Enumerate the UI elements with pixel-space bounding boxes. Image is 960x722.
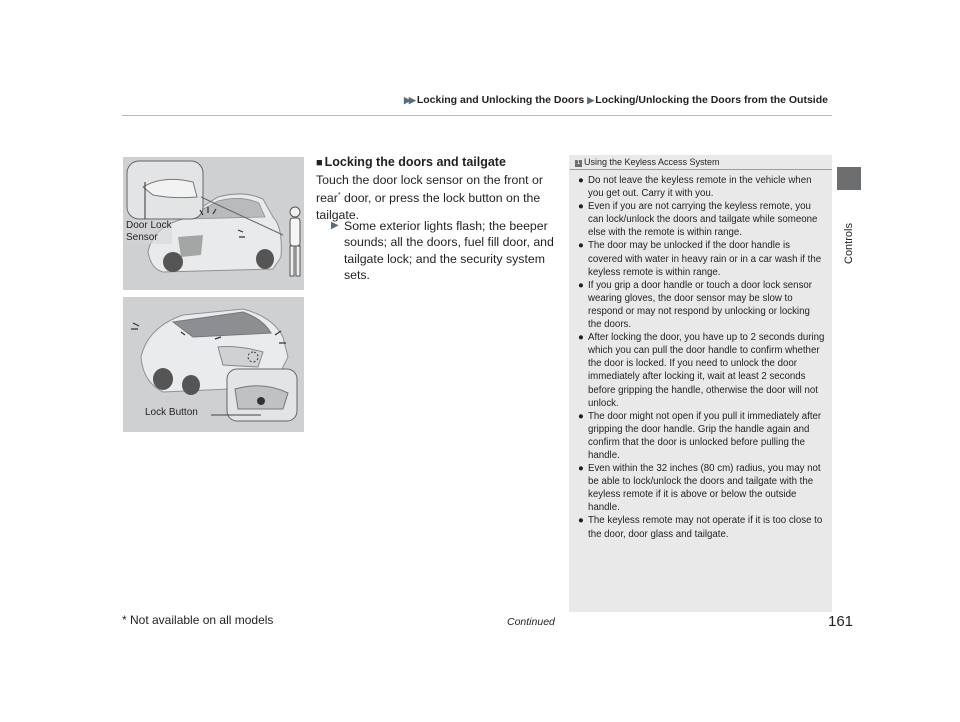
note-item: ● The keyless remote may not operate if it is too close to the door, door glass and tailgate. xyxy=(578,515,823,540)
bullet-icon: ● xyxy=(578,201,584,213)
note-item: ● The door might not open if you pull it immediately after gripping the door handle. Grip the handle again and confirm that the door is unlocked before pulling the handle. xyxy=(578,410,822,461)
note-item: ● If you grip a door handle or touch a door lock sensor wearing gloves, the door sensor may be slow to respond or may not respond by unlocking or locking the doors. xyxy=(578,279,813,331)
page-number: 161 xyxy=(828,613,854,630)
result-paragraph: ▶ Some exterior lights flash; the beeper sounds; all the doors, fuel fill door, and tailgate lock; and the security system sets. xyxy=(331,219,554,282)
section-heading: ■ Locking the doors and tailgate xyxy=(316,155,506,169)
door-lock-sensor-illustration xyxy=(123,157,304,290)
note-item: ● Even if you are not carrying the keyless remote, you can lock/unlock the doors and tailgate while someone else with the remote is within range. xyxy=(578,201,818,239)
bullet-icon: ● xyxy=(578,515,584,527)
breadcrumb-item-locking-unlocking[interactable]: Locking and Unlocking the Doors xyxy=(416,94,585,106)
result-arrow-icon: ▶ xyxy=(331,220,339,231)
arrow-icon: ▶ xyxy=(587,95,593,105)
header-rule xyxy=(122,115,832,116)
section-tab-label[interactable]: Controls xyxy=(843,223,855,264)
note-list xyxy=(578,174,826,541)
door-lock-sensor-label: Door Lock Sensor xyxy=(126,220,172,243)
bullet-icon: ● xyxy=(578,332,584,344)
body-paragraph: Touch the door lock sensor on the front or rear* door, or press the lock button on the tailgate. xyxy=(316,173,543,222)
double-arrow-icon: ▶▶ xyxy=(404,95,414,105)
footnote-marker: * xyxy=(337,192,341,200)
bullet-icon: ● xyxy=(578,240,584,252)
bullet-icon: ● xyxy=(578,463,584,475)
lock-button-label: Lock Button xyxy=(145,407,198,418)
note-rule xyxy=(570,169,832,170)
bullet-icon: ● xyxy=(578,279,584,291)
breadcrumb-item-from-outside[interactable]: Locking/Unlocking the Doors from the Outside xyxy=(595,94,828,106)
note-item: ● Even within the 32 inches (80 cm) radius, you may not be able to lock/unlock the doors and tailgate with the keyless remote if it is above or below the outside handle. xyxy=(578,463,821,514)
lock-button-illustration xyxy=(123,297,304,432)
bullet-icon: ● xyxy=(578,175,584,186)
note-item: ● After locking the door, you have up to 2 seconds during which you can pull the door handle to confirm whether the door is locked. If you need to unlock the door immediately after locking it, wait at least 2 seconds before gripping the handle, otherwise the door will not unlock. xyxy=(578,332,825,409)
note-item: ● Do not leave the keyless remote in the vehicle when you get out. Carry it with you. xyxy=(578,175,812,200)
footnote: * Not available on all models xyxy=(122,613,274,627)
note-item: ● The door may be unlocked if the door handle is covered with water in heavy rain or in a car wash if the keyless remote is within range. xyxy=(578,240,822,278)
bullet-icon: ● xyxy=(578,410,584,422)
square-bullet-icon: ■ xyxy=(316,157,323,169)
note-title: 1 Using the Keyless Access System xyxy=(576,157,720,167)
continued-label: Continued xyxy=(507,616,555,628)
note-reference-icon: 1 xyxy=(576,160,581,166)
breadcrumb xyxy=(404,94,828,106)
section-tab-marker xyxy=(837,167,861,190)
